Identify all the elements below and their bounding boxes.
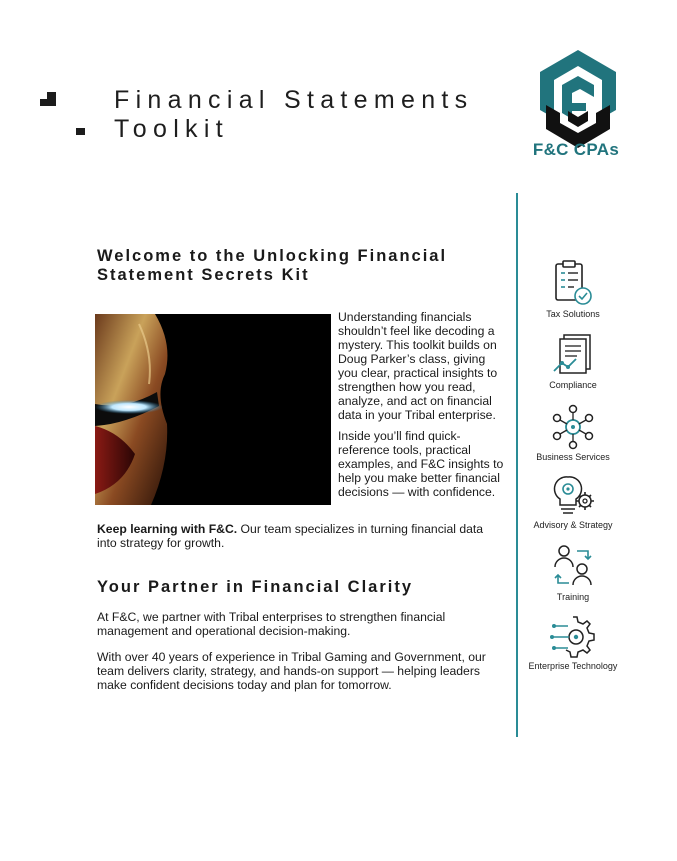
service-business-services — [520, 403, 626, 462]
service-tax-solutions — [520, 258, 626, 319]
hero-image — [95, 314, 331, 505]
intro-paragraph: Understanding financials shouldn’t feel like decoding a mystery. This toolkit builds on Doug Parker’s class, giving you clear, practical insights to strengthen how you read, analyze, and act on financial data in your Tribal enterprise. — [338, 310, 498, 422]
document-chart-icon — [550, 331, 596, 379]
welcome-heading — [97, 247, 497, 285]
lightbulb-gear-icon — [550, 473, 596, 519]
people-exchange-icon — [550, 543, 596, 591]
title-bullet-icon — [40, 92, 56, 106]
keep-learning-paragraph — [97, 522, 497, 550]
keep-learning-rest: Our team specializes in turning financial data into strategy for growth. — [97, 522, 484, 550]
partner-paragraph-2: With over 40 years of experience in Tribal Gaming and Government, our team delivers clarity, strategy, and hands-on support — helping leaders make confident decisions today and plan for tomorrow. — [97, 650, 486, 692]
service-label: Business Services — [536, 452, 610, 462]
page-title-line2: Toolkit — [114, 115, 229, 143]
service-label: Advisory & Strategy — [533, 520, 613, 530]
service-label: Tax Solutions — [546, 309, 600, 319]
partner-paragraph-1: At F&C, we partner with Tribal enterprises to strengthen financial management and operational decision-making. — [97, 610, 446, 638]
page-title-line1: Financial Statements — [114, 86, 474, 114]
service-advisory-strategy — [520, 473, 626, 530]
service-label: Training — [556, 592, 590, 602]
service-enterprise-technology — [520, 614, 626, 671]
clipboard-check-icon — [550, 258, 596, 308]
vertical-divider — [516, 193, 518, 737]
service-compliance — [520, 331, 626, 390]
service-label: Compliance — [549, 380, 597, 390]
inside-paragraph: Inside you’ll find quick-reference tools, practical examples, and F&C insights to help you make better financial decisions — with confidence. — [338, 429, 504, 499]
logo-wordmark: F&C CPAs — [532, 140, 620, 159]
partner-heading: Your Partner in Financial Clarity — [97, 578, 414, 596]
service-label: Enterprise Technology — [528, 661, 618, 671]
network-nodes-icon — [550, 403, 596, 451]
title-bullet-small-icon — [76, 128, 85, 135]
welcome-heading-line1: Welcome to the Unlocking Financial — [97, 247, 448, 265]
page-title — [114, 86, 473, 144]
service-training — [520, 543, 626, 602]
welcome-heading-line2: Statement Secrets Kit — [97, 266, 310, 284]
keep-learning-bold: Keep learning with F&C. — [97, 522, 238, 536]
circuit-gear-icon — [550, 614, 596, 660]
